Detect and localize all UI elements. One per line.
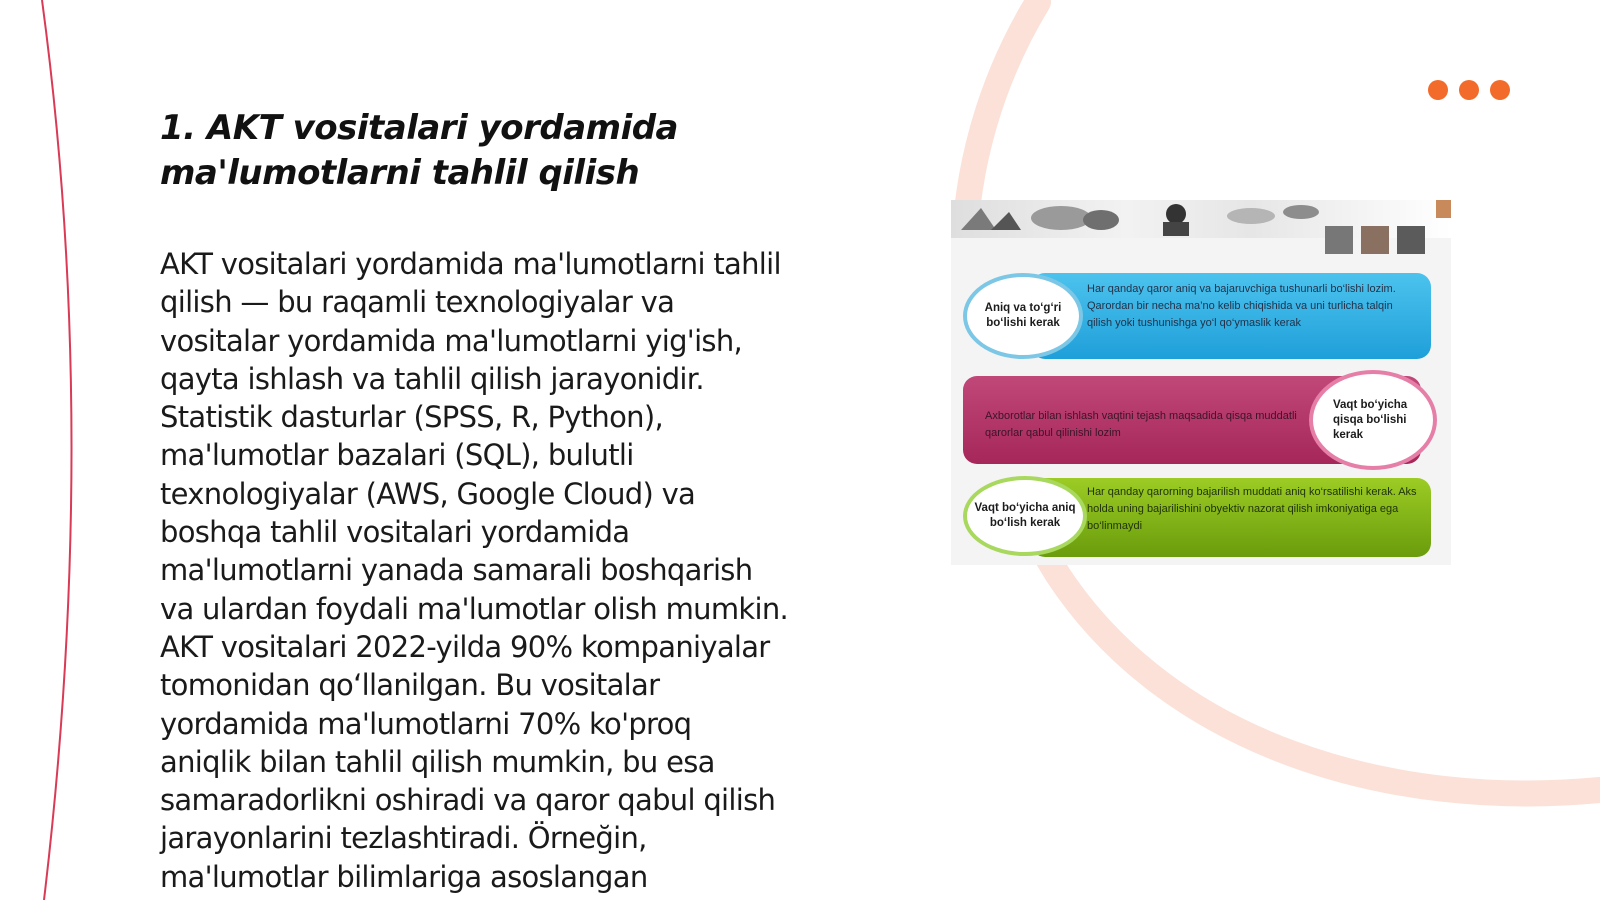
body-line: va ulardan foydali ma'lumotlar olish mumkin. xyxy=(160,591,789,626)
dot-icon xyxy=(1490,80,1510,100)
body-line: texnologiyalar (AWS, Google Cloud) va xyxy=(160,476,696,511)
body-line: boshqa tahlil vositalari yordamida xyxy=(160,515,630,550)
photo-strip xyxy=(951,200,1451,238)
body-line: qayta ishlash va tahlil qilish jarayonidir. xyxy=(160,361,704,396)
criterion-description: Axborotlar bilan ishlash vaqtini tejash maqsadida qisqa muddatli qarorlar qabul qilinishi lozim xyxy=(985,410,1297,439)
body-line: AKT vositalari 2022-yilda 90% kompaniyalar xyxy=(160,629,770,664)
body-line: vositalar yordamida ma'lumotlarni yig'ish, xyxy=(160,323,743,358)
body-line: tomonidan qo‘llanilgan. Bu vositalar xyxy=(160,668,660,703)
people-photo-collage xyxy=(951,200,1451,260)
criterion-label-oval: Aniq va to‘g‘ri bo‘lishi kerak xyxy=(963,273,1083,359)
title-line: ma'lumotlarni tahlil qilish xyxy=(160,153,640,193)
body-line: ma'lumotlar bazalari (SQL), bulutli xyxy=(160,438,634,473)
body-line: qilish — bu raqamli texnologiyalar va xyxy=(160,285,675,320)
body-line: samaradorlikni oshiradi va qaror qabul qilish xyxy=(160,783,776,818)
body-line: yordamida ma'lumotlarni 70% ko'proq xyxy=(160,706,692,741)
body-line: ma'lumotlarni yanada samarali boshqarish xyxy=(160,553,753,588)
body-line: ma'lumotlar bilimlariga asoslangan xyxy=(160,859,648,894)
decorative-dots xyxy=(1428,80,1510,100)
title-line: 1. AKT vositalari yordamida xyxy=(160,108,678,148)
slide-title xyxy=(160,106,840,196)
criterion-description: Har qanday qaror aniq va bajaruvchiga tushunarli bo‘lishi lozim. Qarordan bir necha ma’no kelib chiqishida va uni turlicha talqin qilish yoki tushunishga yo‘l qo‘ymaslik kerak xyxy=(1087,283,1396,329)
criterion-band-deadline xyxy=(1031,478,1431,557)
body-line: AKT vositalari yordamida ma'lumotlarni tahlil xyxy=(160,247,781,281)
body-line: aniqlik bilan tahlil qilish mumkin, bu esa xyxy=(160,744,715,779)
left-red-curve xyxy=(42,0,72,900)
criterion-description: Har qanday qarorning bajarilish muddati aniq ko‘rsatilishi kerak. Aks holda uning bajarilishini obyektiv nazorat qilish imkoniyatiga ega bo‘linmaydi xyxy=(1087,486,1417,532)
body-line: jarayonlarini tezlashtiradi. Örneğin, xyxy=(160,821,647,856)
criterion-band-accuracy xyxy=(1031,273,1431,359)
criterion-label-oval: Vaqt bo‘yicha aniq bo‘lish kerak xyxy=(963,476,1087,556)
dot-icon xyxy=(1428,80,1448,100)
slide-body-text xyxy=(160,245,850,896)
criterion-label-oval: Vaqt bo‘yicha qisqa bo‘lishi kerak xyxy=(1309,370,1437,470)
body-line: Statistik dasturlar (SPSS, R, Python), xyxy=(160,400,663,435)
dot-icon xyxy=(1459,80,1479,100)
decision-criteria-image xyxy=(951,200,1451,565)
